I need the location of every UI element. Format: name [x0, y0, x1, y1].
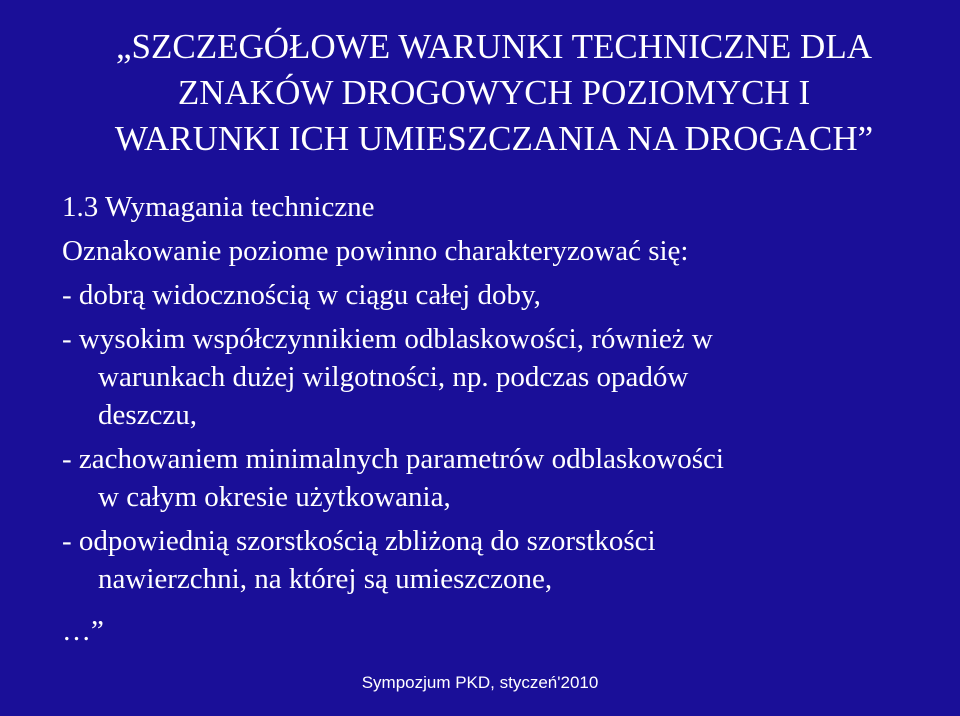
- title-line-2: ZNAKÓW DROGOWYCH POZIOMYCH I: [177, 73, 811, 112]
- closing-ellipsis: …”: [62, 615, 104, 647]
- bullet-retroreflection-line-2: warunkach dużej wilgotności, np. podczas opadów: [98, 361, 689, 393]
- bullet-retroreflection-line-1: - wysokim współczynnikiem odblaskowości, również w: [62, 323, 713, 355]
- footer-text: Sympozjum PKD, styczeń'2010: [361, 673, 599, 692]
- slide-body: [62, 188, 942, 598]
- bullet-roughness: [62, 522, 942, 598]
- bullet-visibility: - dobrą widocznością w ciągu całej doby,: [62, 279, 541, 311]
- title-line-1: „SZCZEGÓŁOWE WARUNKI TECHNICZNE DLA: [116, 27, 872, 66]
- bullet-min-parameters-line-1: - zachowaniem minimalnych parametrów odblaskowości: [62, 443, 724, 475]
- intro-text: Oznakowanie poziome powinno charakteryzować się:: [62, 235, 689, 267]
- bullet-min-parameters-line-2: w całym okresie użytkowania,: [98, 481, 451, 513]
- title-line-3: WARUNKI ICH UMIESZCZANIA NA DROGACH”: [114, 119, 874, 158]
- slide-title: [64, 24, 924, 162]
- bullet-retroreflection: [62, 320, 942, 434]
- bullet-roughness-line-2: nawierzchni, na której są umieszczone,: [98, 563, 553, 595]
- bullet-roughness-line-1: - odpowiednią szorstkością zbliżoną do szorstkości: [62, 525, 656, 557]
- bullet-min-parameters: [62, 440, 942, 516]
- bullet-retroreflection-line-3: deszczu,: [98, 399, 198, 431]
- section-heading: 1.3 Wymagania techniczne: [62, 191, 375, 223]
